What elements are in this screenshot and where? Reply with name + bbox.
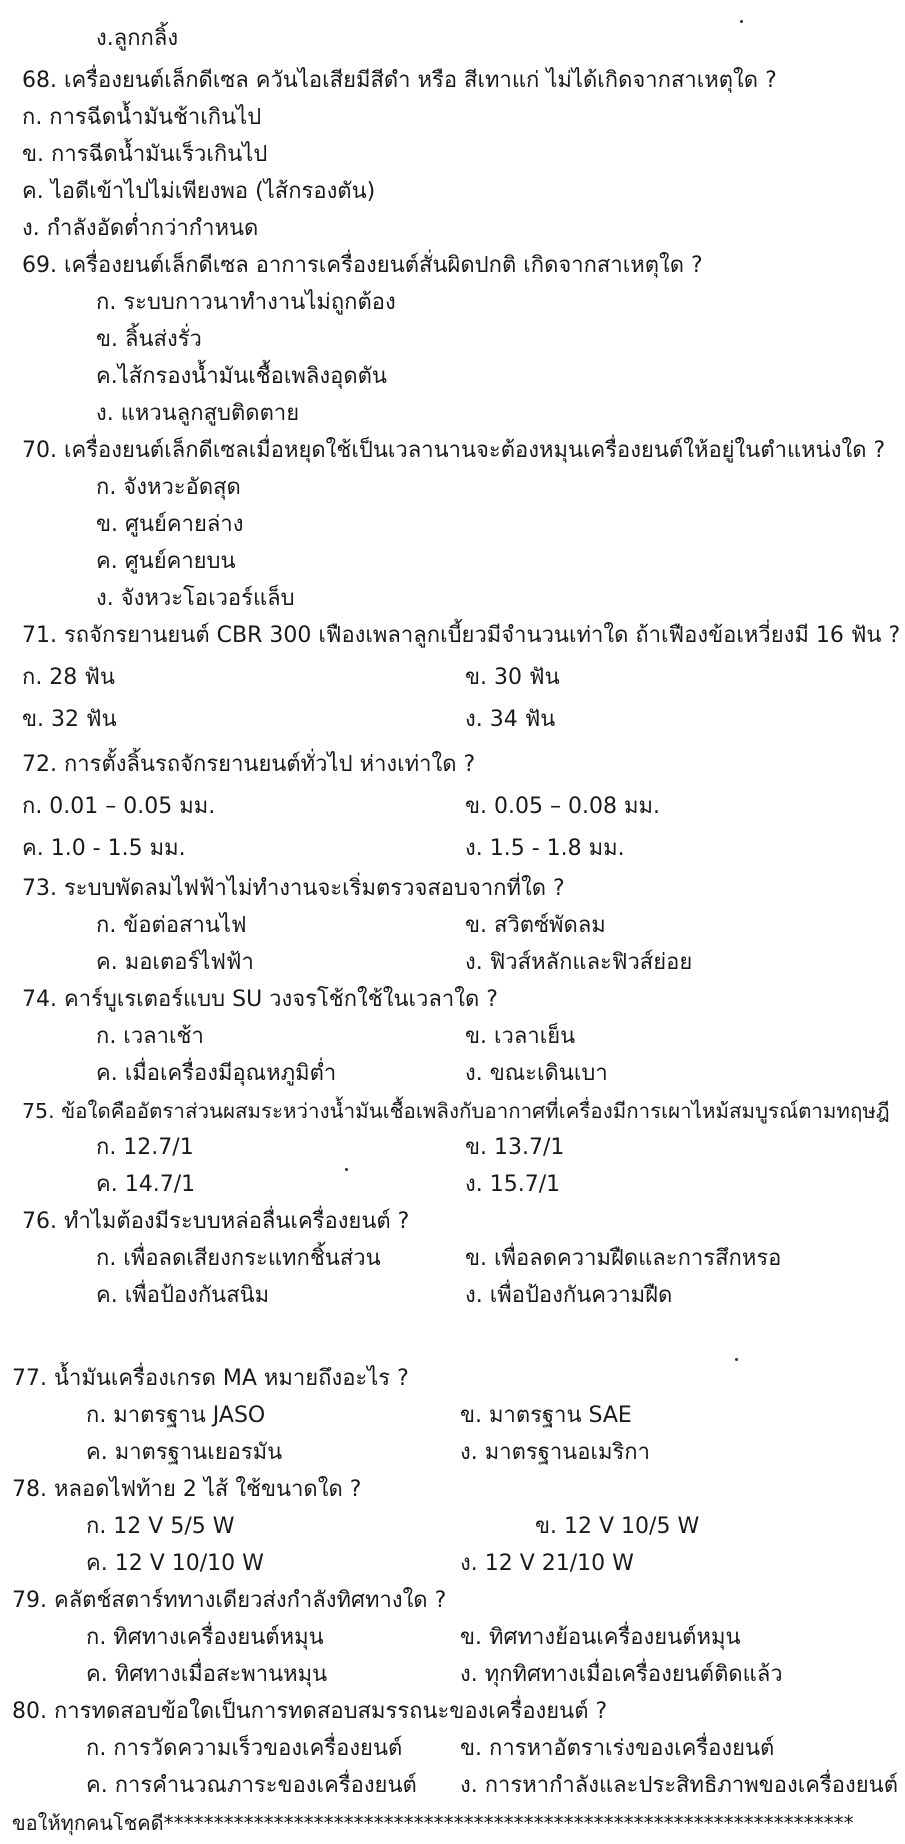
answer-option: ข. การหาอัตราเร่งของเครื่องยนต์ — [460, 1736, 775, 1761]
answer-option: ก. ระบบกาวนาทำงานไม่ถูกต้อง — [96, 290, 396, 315]
answer-option: ข. 12 V 10/5 W — [535, 1514, 700, 1539]
answer-option: ค. 12 V 10/10 W — [86, 1551, 264, 1576]
answer-option: ข. ลิ้นส่งรั่ว — [96, 327, 202, 352]
answer-option: ค. ไอดีเข้าไปไม่เพียงพอ (ไส้กรองตัน) — [22, 179, 376, 204]
question-70: 70. เครื่องยนต์เล็กดีเซลเมื่อหยุดใช้เป็นเวลานานจะต้องหมุนเครื่องยนต์ให้อยู่ในตำแหน่งใด ? — [22, 438, 886, 463]
answer-option: ก. 0.01 – 0.05 มม. — [22, 794, 216, 819]
answer-option: ข. 0.05 – 0.08 มม. — [465, 794, 660, 819]
answer-option: ค. ทิศทางเมื่อสะพานหมุน — [86, 1662, 328, 1687]
answer-option: ค. เพื่อป้องกันสนิม — [96, 1283, 270, 1308]
answer-option: ง. การหากำลังและประสิทธิภาพของเครื่องยนต์ — [460, 1773, 898, 1798]
answer-option: ค. 14.7/1 — [96, 1172, 196, 1197]
answer-option: ข. มาตรฐาน SAE — [460, 1403, 632, 1428]
answer-option: ข. เพื่อลดความฝืดและการสึกหรอ — [465, 1246, 782, 1271]
answer-option: ค. เมื่อเครื่องมีอุณหภูมิต่ำ — [96, 1061, 337, 1086]
question-76: 76. ทำไมต้องมีระบบหล่อลื่นเครื่องยนต์ ? — [22, 1209, 410, 1234]
answer-option: ข. ทิศทางย้อนเครื่องยนต์หมุน — [460, 1625, 741, 1650]
answer-option: ง. ขณะเดินเบา — [465, 1061, 608, 1086]
answer-option: ง. ฟิวส์หลักและฟิวส์ย่อย — [465, 950, 693, 975]
question-68: 68. เครื่องยนต์เล็กดีเซล ควันไอเสียมีสีดำ หรือ สีเทาแก่ ไม่ได้เกิดจากสาเหตุใด ? — [22, 68, 777, 93]
question-71: 71. รถจักรยานยนต์ CBR 300 เฟืองเพลาลูกเบี้ยวมีจำนวนเท่าใด ถ้าเฟืองข้อเหวี่ยงมี 16 ฟัน ? — [22, 623, 901, 648]
question-78: 78. หลอดไฟท้าย 2 ไส้ ใช้ขนาดใด ? — [12, 1477, 362, 1502]
answer-option: ค. 1.0 - 1.5 มม. — [22, 836, 186, 861]
answer-option: ก. การฉีดน้ำมันช้าเกินไป — [22, 105, 262, 130]
answer-option: ง. จังหวะโอเวอร์แล็บ — [96, 586, 295, 611]
answer-option: ค.ไส้กรองน้ำมันเชื้อเพลิงอุดตัน — [96, 364, 387, 389]
scan-speck — [345, 1168, 348, 1171]
answer-option: ง. กำลังอัดต่ำกว่ากำหนด — [22, 216, 259, 241]
answer-option: ค. มาตรฐานเยอรมัน — [86, 1440, 283, 1465]
scan-speck — [740, 20, 743, 23]
answer-option: ง.ลูกกลิ้ง — [96, 26, 179, 51]
question-79: 79. คลัตช์สตาร์ททางเดียวส่งกำลังทิศทางใด ? — [12, 1588, 447, 1613]
answer-option: ข. เวลาเย็น — [465, 1024, 576, 1049]
answer-option: ง. มาตรฐานอเมริกา — [460, 1440, 650, 1465]
answer-option: ง. 34 ฟัน — [465, 707, 556, 732]
answer-option: ค. การคำนวณภาระของเครื่องยนต์ — [86, 1773, 417, 1798]
answer-option: ก. จังหวะอัดสุด — [96, 475, 241, 500]
answer-option: ค. มอเตอร์ไฟฟ้า — [96, 950, 254, 975]
answer-option: ข. การฉีดน้ำมันเร็วเกินไป — [22, 142, 268, 167]
question-69: 69. เครื่องยนต์เล็กดีเซล อาการเครื่องยนต์สั่นผิดปกติ เกิดจากสาเหตุใด ? — [22, 253, 703, 278]
answer-option: ง. เพื่อป้องกันความฝืด — [465, 1283, 673, 1308]
question-72: 72. การตั้งลิ้นรถจักรยานยนต์ทั่วไป ห่างเท่าใด ? — [22, 752, 476, 777]
answer-option: ง. 12 V 21/10 W — [460, 1551, 634, 1576]
answer-option: ง. ทุกทิศทางเมื่อเครื่องยนต์ติดแล้ว — [460, 1662, 783, 1687]
answer-option: ก. เพื่อลดเสียงกระแทกชิ้นส่วน — [96, 1246, 381, 1271]
question-80: 80. การทดสอบข้อใดเป็นการทดสอบสมรรถนะของเครื่องยนต์ ? — [12, 1699, 608, 1724]
answer-option: ก. ข้อต่อสานไฟ — [96, 913, 247, 938]
answer-option: ก. 12 V 5/5 W — [86, 1514, 235, 1539]
answer-option: ข. 13.7/1 — [465, 1135, 565, 1160]
answer-option: ก. เวลาเช้า — [96, 1024, 204, 1049]
answer-option: ก. การวัดความเร็วของเครื่องยนต์ — [86, 1736, 403, 1761]
question-75: 75. ข้อใดคืออัตราส่วนผสมระหว่างน้ำมันเชื้อเพลิงกับอากาศที่เครื่องมีการเผาไหม้สมบูรณ์ตามทฤษฎี — [22, 1099, 890, 1123]
answer-option: ง. 15.7/1 — [465, 1172, 561, 1197]
question-73: 73. ระบบพัดลมไฟฟ้าไม่ทำงานจะเริ่มตรวจสอบจากที่ใด ? — [22, 876, 565, 901]
scan-speck — [735, 1358, 738, 1361]
answer-option: ข. 32 ฟัน — [22, 707, 117, 732]
question-74: 74. คาร์บูเรเตอร์แบบ SU วงจรโช้กใช้ในเวลาใด ? — [22, 987, 498, 1012]
answer-option: ก. 12.7/1 — [96, 1135, 194, 1160]
answer-option: ข. สวิตซ์พัดลม — [465, 913, 606, 938]
answer-option: ก. ทิศทางเครื่องยนต์หมุน — [86, 1625, 324, 1650]
question-77: 77. น้ำมันเครื่องเกรด MA หมายถึงอะไร ? — [12, 1366, 409, 1391]
closing-line: ขอให้ทุกคนโชคดี********************************************************************* — [12, 1811, 854, 1835]
answer-option: ง. 1.5 - 1.8 มม. — [465, 836, 625, 861]
answer-option: ค. ศูนย์คายบน — [96, 549, 236, 574]
answer-option: ข. 30 ฟัน — [465, 665, 560, 690]
answer-option: ก. 28 ฟัน — [22, 665, 115, 690]
answer-option: ง. แหวนลูกสูบติดตาย — [96, 401, 300, 426]
answer-option: ก. มาตรฐาน JASO — [86, 1403, 266, 1428]
answer-option: ข. ศูนย์คายล่าง — [96, 512, 244, 537]
